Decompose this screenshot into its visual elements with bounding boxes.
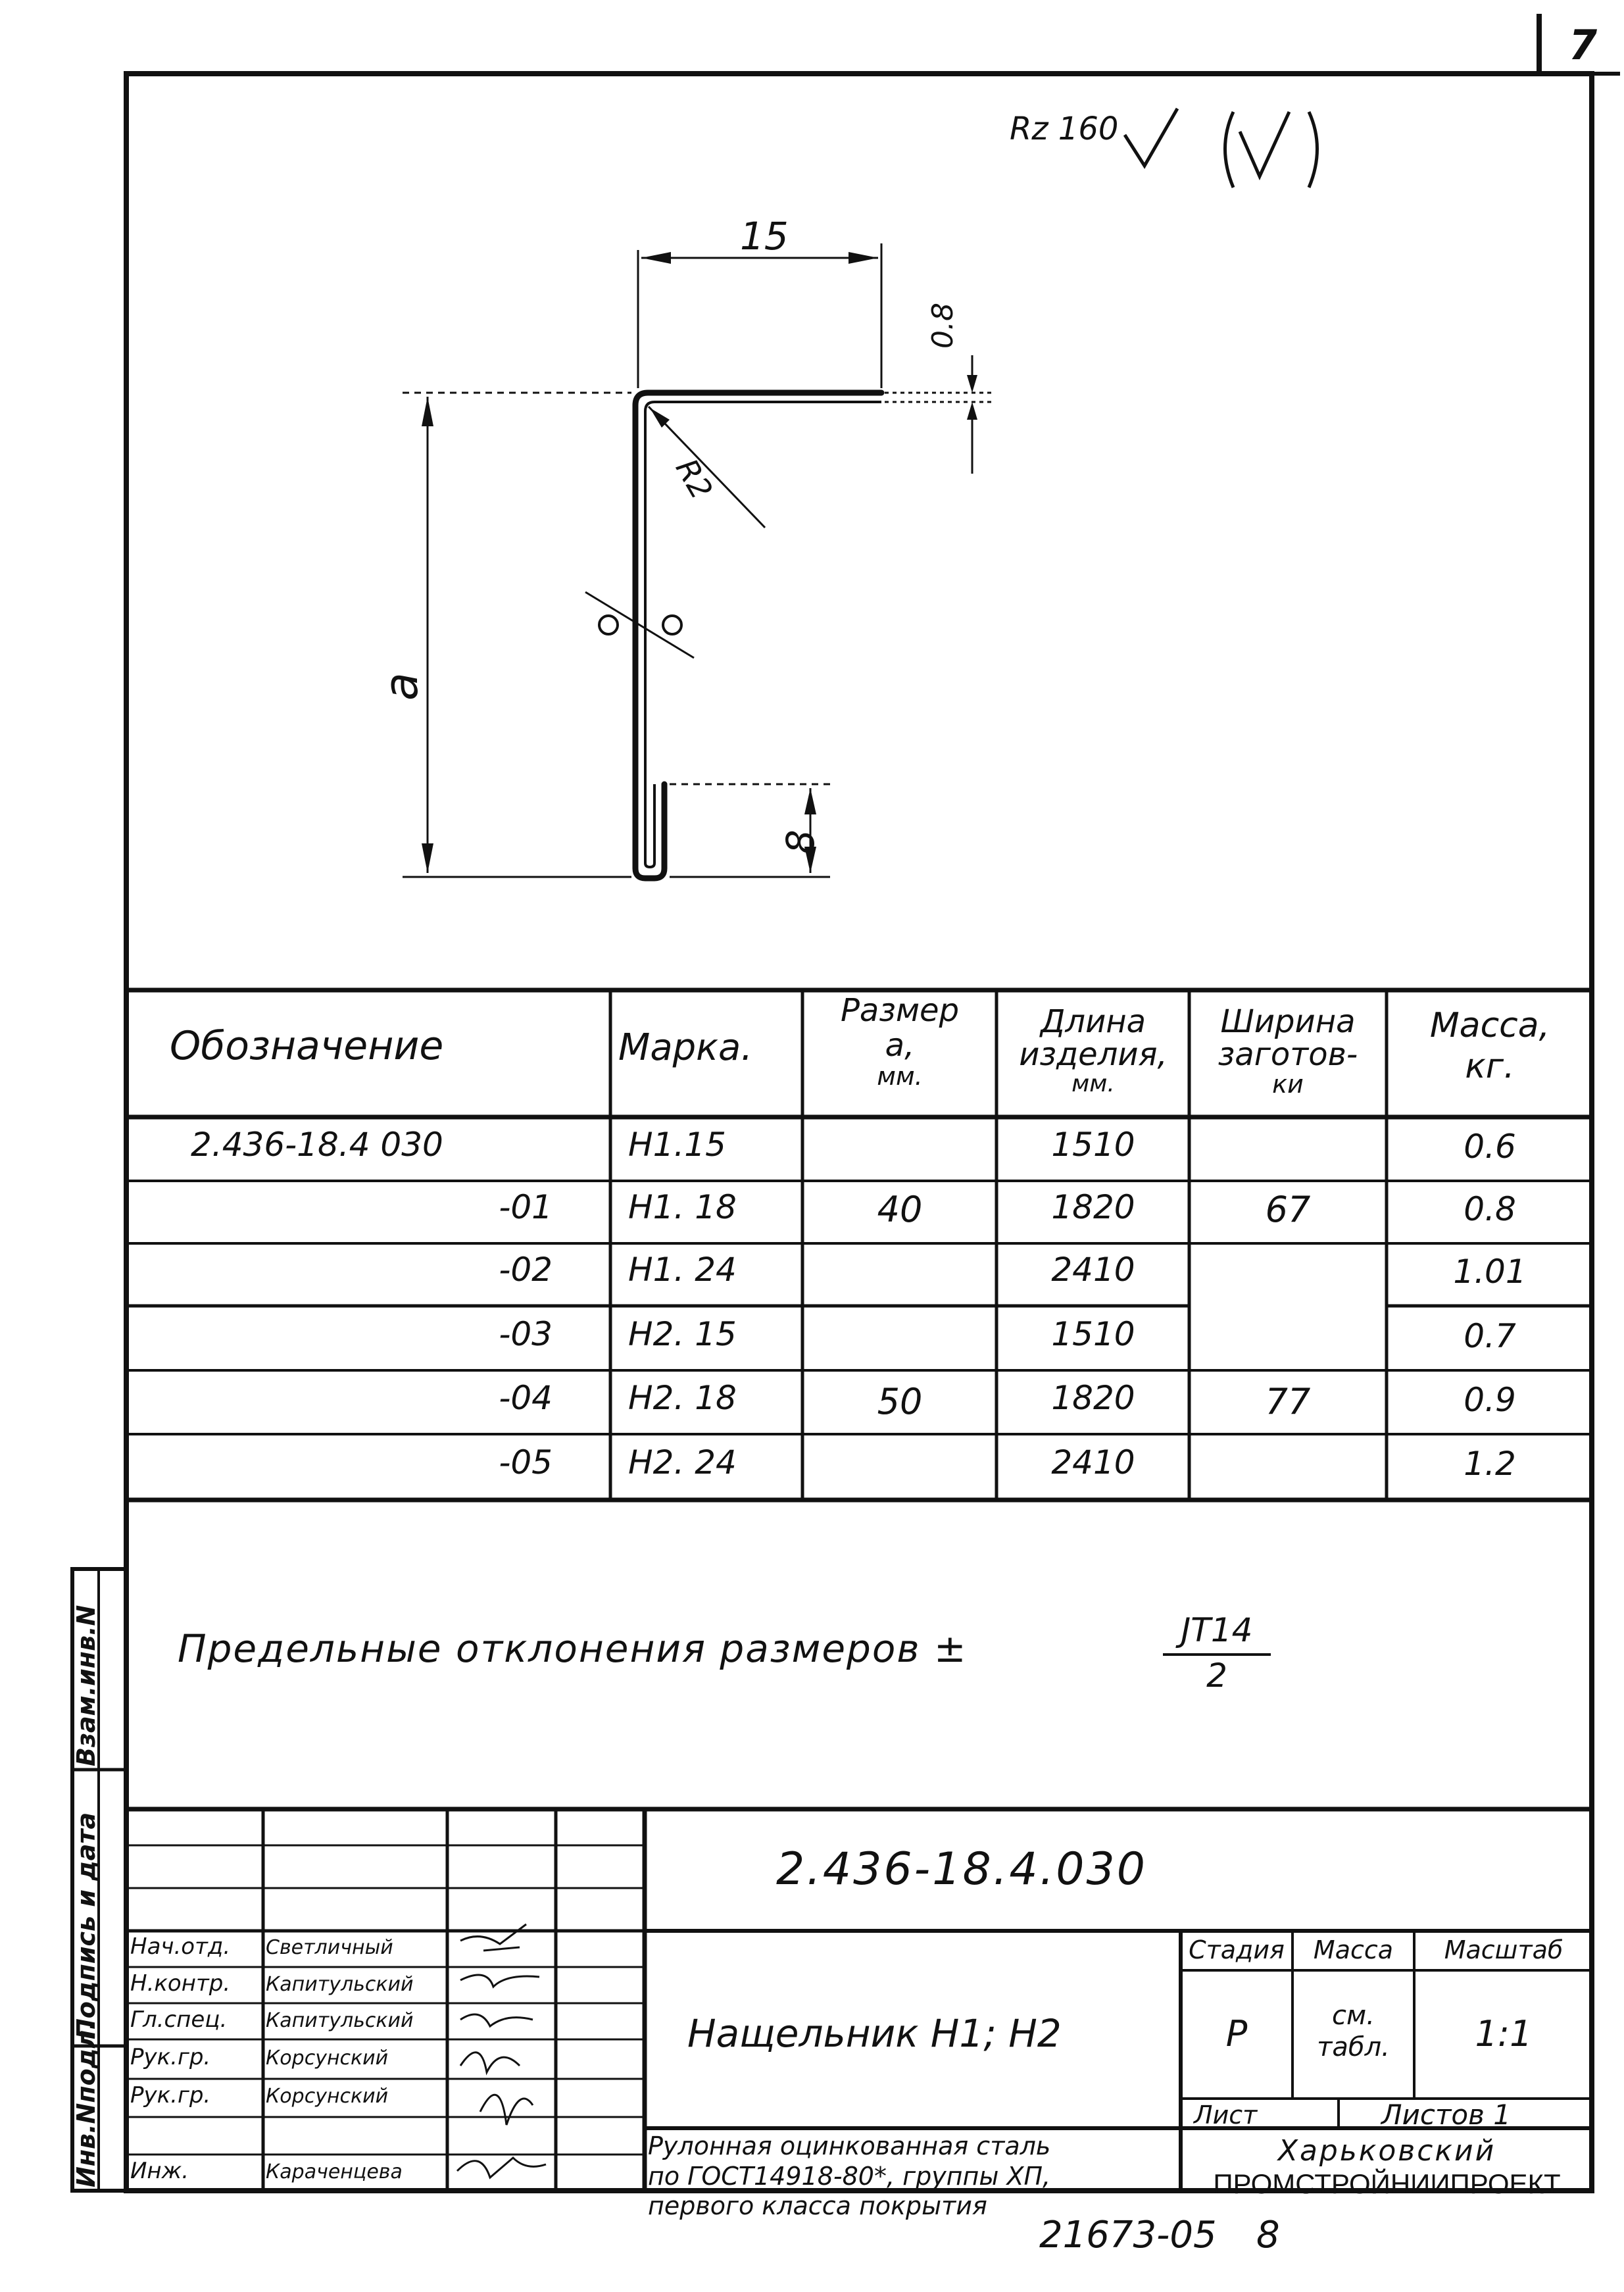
row-designation: -04 xyxy=(499,1379,553,1417)
group-size-a: 40 xyxy=(877,1189,923,1230)
sheets-label: Листов 1 xyxy=(1381,2099,1511,2131)
row-length: 1820 xyxy=(1051,1379,1135,1417)
row-mass: 0.7 xyxy=(1464,1317,1516,1355)
person-name: Корсунский xyxy=(266,2085,389,2108)
row-designation: -05 xyxy=(499,1443,553,1482)
group-width: 67 xyxy=(1265,1189,1311,1230)
dim-radius-label: R2 xyxy=(668,453,720,506)
section-mark xyxy=(585,592,694,658)
row-length: 2410 xyxy=(1051,1251,1135,1289)
scale-value: 1:1 xyxy=(1475,2013,1533,2055)
document-code: 2.436-18.4.030 xyxy=(776,1843,1148,1895)
row-length: 1510 xyxy=(1051,1315,1135,1353)
row-mass: 0.9 xyxy=(1464,1381,1516,1419)
side-stamp-replacement: Взам.инв.N xyxy=(72,1605,101,1766)
row-length: 2410 xyxy=(1051,1443,1135,1482)
row-length: 1510 xyxy=(1051,1126,1135,1164)
material-text: Рулонная оцинкованная сталь по ГОСТ14918-80*, группы ХП, первого класса покрытия xyxy=(648,2131,1051,2221)
organization: Харьковский ПРОМСТРОЙНИИПРОЕКТ xyxy=(1213,2134,1561,2199)
person-name: Капитульский xyxy=(266,2009,414,2032)
row-length: 1820 xyxy=(1051,1188,1135,1226)
header-length: Длина изделия, мм. xyxy=(1019,1003,1168,1097)
group-size-a: 50 xyxy=(877,1381,923,1422)
dim-width-label: 15 xyxy=(740,214,789,259)
header-mark: Марка. xyxy=(618,1026,753,1069)
stage-value: Р xyxy=(1225,2013,1248,2055)
roughness-check-icon xyxy=(1125,109,1177,166)
mass-label: Масса xyxy=(1313,1935,1394,1964)
sheet-number: 7 xyxy=(1569,21,1598,69)
role-label: Нач.отд. xyxy=(130,1933,231,1960)
scale-label: Масштаб xyxy=(1444,1935,1563,1964)
role-label: Н.контр. xyxy=(130,1970,231,1997)
tolerance-numerator: JT14 xyxy=(1181,1611,1253,1649)
row-mark: Н2. 15 xyxy=(628,1315,737,1353)
tolerance-note: Предельные отклонения размеров ± xyxy=(178,1626,968,1671)
person-name: Корсунский xyxy=(266,2047,389,2070)
stage-label: Стадия xyxy=(1189,1935,1285,1964)
role-label: Рук.гр. xyxy=(130,2044,211,2070)
role-label: Рук.гр. xyxy=(130,2082,211,2108)
signatures xyxy=(457,1924,546,2178)
row-mass: 0.6 xyxy=(1464,1128,1516,1166)
sheet-label: Лист xyxy=(1194,2101,1258,2130)
row-designation: 2.436-18.4 030 xyxy=(191,1126,443,1164)
mass-value: см. табл. xyxy=(1317,2001,1390,2062)
side-stamp-inventory: Инв.Nподл. xyxy=(72,2020,101,2187)
header-designation: Обозначение xyxy=(170,1023,444,1069)
row-mark: Н2. 24 xyxy=(628,1443,737,1482)
person-name: Светличный xyxy=(266,1936,393,1959)
row-mark: Н1. 24 xyxy=(628,1251,737,1289)
person-name: Караченцева xyxy=(266,2160,403,2183)
header-mass: Масса, кг. xyxy=(1429,1006,1550,1087)
row-mass: 0.8 xyxy=(1464,1190,1516,1228)
roughness-label: Rz 160 xyxy=(1010,111,1119,147)
person-name: Капитульский xyxy=(266,1973,414,1996)
row-designation: -02 xyxy=(499,1251,553,1289)
row-mark: Н1. 18 xyxy=(628,1188,737,1226)
roughness-paren-check-icon xyxy=(1240,112,1289,176)
side-stamp-signature-date: Подпись и дата xyxy=(72,1812,101,2039)
page-number: 8 xyxy=(1256,2214,1280,2256)
dim-height-label: a xyxy=(374,672,428,701)
archive-number: 21673-05 xyxy=(1039,2214,1217,2256)
header-width: Ширина заготов- ки xyxy=(1218,1003,1358,1099)
role-label: Гл.спец. xyxy=(130,2006,228,2033)
dim-thickness-label: 0.8 xyxy=(926,303,960,349)
header-size-a: Размер a, мм. xyxy=(840,992,960,1091)
group-width: 77 xyxy=(1265,1381,1311,1422)
role-label: Инж. xyxy=(130,2158,189,2184)
row-designation: -03 xyxy=(499,1315,553,1353)
product-name: Нащельник Н1; Н2 xyxy=(687,2011,1062,2056)
row-designation: -01 xyxy=(499,1188,553,1226)
dim-hem-label: 8 xyxy=(778,830,823,854)
row-mark: Н2. 18 xyxy=(628,1379,737,1417)
row-mass: 1.2 xyxy=(1464,1445,1516,1483)
tolerance-denominator: 2 xyxy=(1206,1657,1227,1695)
row-mark: Н1.15 xyxy=(628,1126,726,1164)
row-mass: 1.01 xyxy=(1453,1253,1527,1291)
